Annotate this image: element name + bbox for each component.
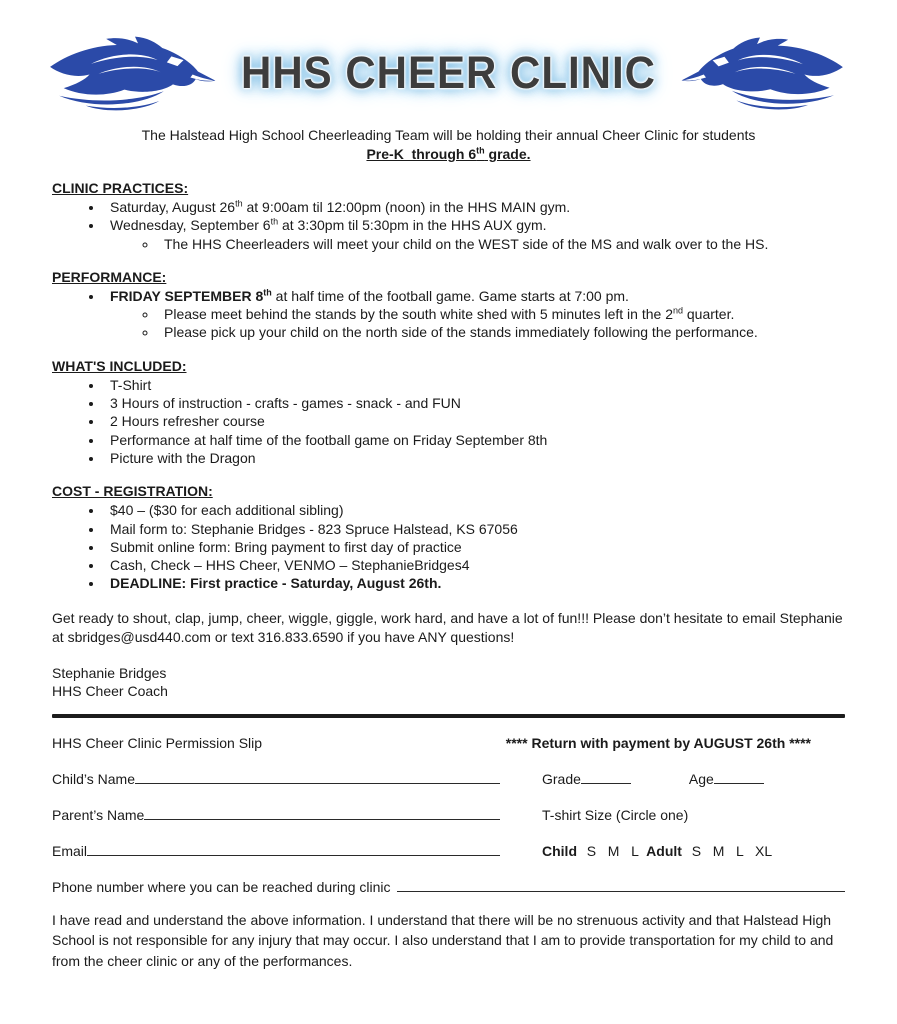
intro-paragraph xyxy=(52,126,845,164)
intro-line1: The Halstead High School Cheerleading Team will be holding their annual Cheer Clinic for students xyxy=(141,127,756,143)
performance-heading: PERFORMANCE: xyxy=(52,268,167,285)
parent-name-blank xyxy=(144,806,500,820)
list-item: • 3 Hours of instruction - crafts - games - snack - and FUN xyxy=(104,394,845,412)
eagle-logo-right-icon xyxy=(671,36,849,110)
permission-slip-title: HHS Cheer Clinic Permission Slip xyxy=(52,734,263,751)
whats-included-list xyxy=(52,376,845,467)
child-size-label: Child xyxy=(542,842,577,859)
email-row xyxy=(52,842,845,859)
email-blank xyxy=(87,842,500,856)
permission-slip-header xyxy=(52,735,845,751)
list-item: • FRIDAY SEPTEMBER 8th at half time of the football game. Game starts at 7:00 pm. ◦ Please meet behind the stands by the south white shed with 5 minutes left in the 2nd quarter. ◦ Please pick up your child on the north side of the stands immediately following the performance. xyxy=(104,287,845,342)
grade-blank xyxy=(581,770,631,784)
performance-sublist xyxy=(110,305,845,342)
email-label: Email xyxy=(52,842,88,859)
list-item: • Wednesday, September 6th at 3:30pm til 5:30pm in the HHS AUX gym. ◦ The HHS Cheerleaders will meet your child on the WEST side of the MS and walk over to the HS. xyxy=(104,216,845,253)
age-label: Age xyxy=(688,770,714,787)
list-item: • Cash, Check – HHS Cheer, VENMO – StephanieBridges4 xyxy=(104,556,845,574)
size-options xyxy=(542,843,772,859)
intro-line2: Pre-K through 6th grade. xyxy=(366,145,531,162)
phone-label: Phone number where you can be reached during clinic xyxy=(52,878,391,895)
signature-name: Stephanie Bridges xyxy=(52,664,167,681)
child-size-options: S M L xyxy=(579,842,647,859)
clinic-practices-sublist xyxy=(110,235,845,253)
adult-size-label: Adult xyxy=(646,842,682,859)
child-name-row xyxy=(52,770,845,787)
parent-name-row xyxy=(52,806,845,823)
list-item: • 2 Hours refresher course xyxy=(104,412,845,430)
tear-off-divider xyxy=(52,714,845,718)
deadline-item: • DEADLINE: First practice - Saturday, August 26th. xyxy=(104,574,845,592)
age-blank xyxy=(714,770,764,784)
tshirt-size-label: T-shirt Size (Circle one) xyxy=(542,806,689,823)
list-item: • $40 – ($30 for each additional sibling) xyxy=(104,501,845,519)
list-item: • Saturday, August 26th at 9:00am til 12:00pm (noon) in the HHS MAIN gym. xyxy=(104,198,845,216)
clinic-practices-list xyxy=(52,198,845,253)
cost-registration-heading: COST - REGISTRATION: xyxy=(52,483,213,500)
signature-title: HHS Cheer Coach xyxy=(52,683,168,700)
list-item: • Picture with the Dragon xyxy=(104,449,845,467)
list-item: • Mail form to: Stephanie Bridges - 823 Spruce Halstead, KS 67056 xyxy=(104,520,845,538)
list-item: ◦ Please pick up your child on the north side of the stands immediately following the performance. xyxy=(158,323,845,341)
child-name-label: Child’s Name xyxy=(52,770,135,787)
document-body xyxy=(0,126,897,971)
phone-blank xyxy=(397,878,845,892)
closing-paragraph: Get ready to shout, clap, jump, cheer, wiggle, giggle, work hard, and have a lot of fun!!! Please don’t hesitate to email Stephanie at sbridges@usd440.com or text 316.833.6590 if you have ANY questions! xyxy=(52,609,843,645)
parent-name-label: Parent’s Name xyxy=(52,806,145,823)
list-item: ◦ The HHS Cheerleaders will meet your child on the WEST side of the MS and walk over to the HS. xyxy=(158,235,845,253)
phone-row xyxy=(52,878,845,895)
disclaimer-paragraph: I have read and understand the above information. I understand that there will be no strenuous activity and that Halstead High School is not responsible for any injury that may occur. I also understand that I am to provide transportation for my child to and from the cheer clinic or any of the performances. xyxy=(52,911,834,969)
page-title: HHS CHEER CLINIC xyxy=(240,47,657,98)
child-name-blank xyxy=(135,770,500,784)
return-note: **** Return with payment by AUGUST 26th **** xyxy=(505,734,811,751)
whats-included-heading: WHAT'S INCLUDED: xyxy=(52,357,187,374)
header-banner xyxy=(0,0,897,112)
list-item: ◦ Please meet behind the stands by the south white shed with 5 minutes left in the 2nd quarter. xyxy=(158,305,845,323)
cost-registration-list xyxy=(52,501,845,592)
signature-block xyxy=(52,664,845,701)
adult-size-options: S M L XL xyxy=(683,842,773,859)
eagle-logo-left-icon xyxy=(44,35,226,111)
list-item: • Submit online form: Bring payment to first day of practice xyxy=(104,538,845,556)
list-item: • Performance at half time of the football game on Friday September 8th xyxy=(104,431,845,449)
performance-list xyxy=(52,287,845,342)
clinic-practices-heading: CLINIC PRACTICES: xyxy=(52,180,189,196)
grade-label: Grade xyxy=(542,770,581,787)
list-item: • T-Shirt xyxy=(104,376,845,394)
age-group xyxy=(689,770,764,787)
